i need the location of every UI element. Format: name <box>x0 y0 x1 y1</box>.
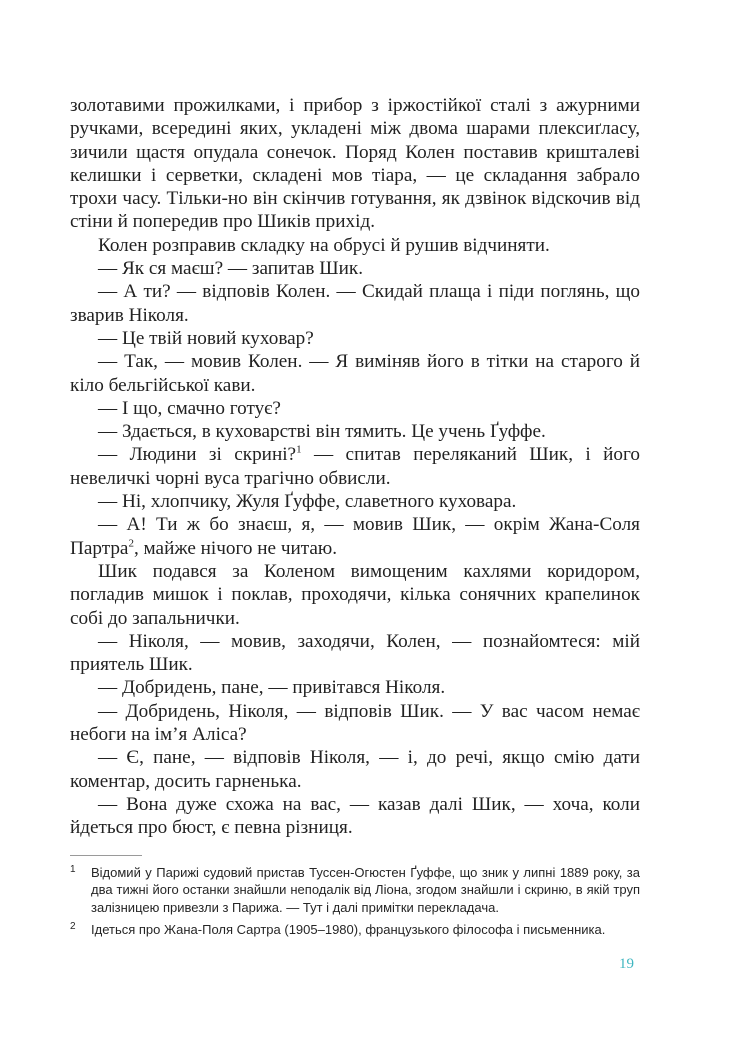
dialogue-line: — Ніколя, — мовив, заходячи, Колен, — познайомтеся: мій приятель Шик. <box>70 630 640 676</box>
dialogue-line: — Добридень, Ніколя, — відповів Шик. — У вас часом немає небоги на ім’я Аліса? <box>70 700 640 746</box>
footnote-ref[interactable]: 2 <box>128 537 134 550</box>
footnote-number: 2 <box>70 921 76 933</box>
dialogue-line: — Це твій новий куховар? <box>98 327 314 349</box>
paragraph: Шик подався за Коленом вимощеним кахлями коридором, погладив мишок і поклав, проходячи, кілька сонячних крапелинок собі до запальнички. <box>70 560 640 629</box>
dialogue-text: — спитав переляканий Шик, і його невеличкі чорні вуса трагічно обвисли. <box>70 444 640 489</box>
page-number: 19 <box>619 956 634 972</box>
footnote <box>70 921 640 939</box>
dialogue-line <box>70 443 640 490</box>
paragraph: Колен розправив складку на обрусі й рушив відчиняти. <box>98 234 550 256</box>
footnote <box>70 864 640 917</box>
dialogue-line: — Як ся маєш? — запитав Шик. <box>98 258 363 280</box>
dialogue-text: — Людини зі скрині? <box>98 444 297 466</box>
footnote-text: Відомий у Парижі судовий пристав Туссен-Огюстен Ґуффе, що зник у липні 1889 року, за два тижні його останки знайшли неподалік від Ліона, згодом знайшли і скриню, в якій труп залізницею привезли з Парижа. — Тут і далі примітки перекладача. <box>91 864 640 915</box>
dialogue-line: — А ти? — відповів Колен. — Скидай плаща і піди поглянь, що зварив Ніколя. <box>70 281 640 326</box>
footnote-text: Ідеться про Жана-Поля Сартра (1905–1980), французького філософа і письменника. <box>91 922 606 938</box>
footnotes <box>70 864 640 939</box>
dialogue-line: — Ні, хлопчику, Жуля Ґуффе, славетного куховара. <box>98 491 517 513</box>
footnote-divider <box>70 855 142 856</box>
dialogue-line <box>70 513 640 560</box>
footnote-ref[interactable]: 1 <box>296 444 302 457</box>
dialogue-line: — Вона дуже схожа на вас, — казав далі Шик, — хоча, коли йдеться про бюст, є певна різниця. <box>70 793 640 839</box>
paragraph: золотавими прожилками, і прибор з іржостійкої сталі з ажурними ручками, всередині яких, укладені між двома шарами плексиґласу, зичили щастя опудала сонечок. Поряд Колен поставив кришталеві келишки і серветки, складені мов тіара, — це складання забрало трохи часу. Тільки-но він скінчив готування, як дзвінок відскочив від стіни й попередив про Шиків прихід. <box>70 95 640 233</box>
dialogue-line: — Добридень, пане, — привітався Ніколя. <box>98 677 446 699</box>
main-text <box>70 94 640 840</box>
dialogue-line: — Так, — мовив Колен. — Я виміняв його в тітки на старого й кіло бельгійської кави. <box>70 351 640 396</box>
dialogue-text: — А! Ти ж бо знаєш, я, — мовив Шик, — окрім Жана-Соля Партра <box>70 514 640 559</box>
dialogue-line: — Здається, в куховарстві він тямить. Це учень Ґуффе. <box>98 421 546 443</box>
dialogue-text: , майже нічого не читаю. <box>133 537 338 559</box>
dialogue-line: — І що, смачно готує? <box>98 397 281 419</box>
dialogue-line: — Є, пане, — відповів Ніколя, — і, до речі, якщо смію дати коментар, досить гарненька. <box>70 747 640 792</box>
page-body <box>70 94 640 944</box>
footnote-number: 1 <box>70 863 76 875</box>
